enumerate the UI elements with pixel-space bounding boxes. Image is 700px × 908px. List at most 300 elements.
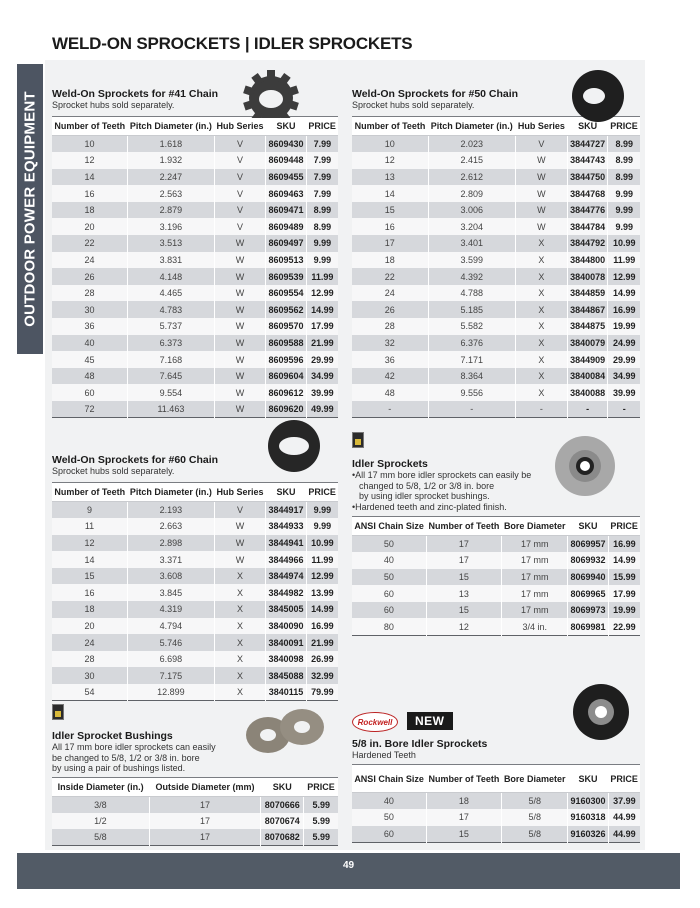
table-cell: 29.99 <box>306 351 338 368</box>
table-cell: 3.401 <box>428 235 515 252</box>
table-row <box>352 793 640 810</box>
table-cell: 8.99 <box>608 136 640 153</box>
table-cell: 7.99 <box>306 185 338 202</box>
table-cell: 5/8 <box>502 826 568 843</box>
table-cell: 5/8 <box>502 809 568 826</box>
table-cell: V <box>515 136 567 153</box>
table-cell: 22 <box>352 268 428 285</box>
table-cell: 8.99 <box>306 202 338 219</box>
table-cell: 7.99 <box>306 169 338 186</box>
table-row <box>352 318 640 335</box>
table-cell: W <box>515 185 567 202</box>
sprocket-gear-image <box>560 66 636 122</box>
power-fist-badge-icon <box>352 432 364 448</box>
table-cell: 2.563 <box>128 185 215 202</box>
table-cell: 26.99 <box>306 651 338 668</box>
table-cell: 3.204 <box>428 218 515 235</box>
table-cell: 60 <box>352 585 426 602</box>
table-cell: 42 <box>352 368 428 385</box>
table-cell: 6.373 <box>128 335 215 352</box>
table-row <box>352 202 640 219</box>
table-cell: W <box>515 218 567 235</box>
table-cell: X <box>515 301 567 318</box>
table-cell: W <box>214 252 265 269</box>
column-header: Hub Series <box>214 117 265 136</box>
table-cell: 8609570 <box>266 318 306 335</box>
table-row <box>52 152 338 169</box>
table-row <box>352 351 640 368</box>
section-title: Idler Sprocket Bushings <box>52 730 173 742</box>
table-cell: 8069965 <box>568 585 608 602</box>
table-cell: W <box>214 535 265 552</box>
table-cell: 3844784 <box>567 218 608 235</box>
table-cell: 3.599 <box>428 252 515 269</box>
table-row <box>52 618 338 635</box>
table-cell: 16.99 <box>608 301 640 318</box>
table-cell: 3840091 <box>266 634 306 651</box>
table-cell: 10.99 <box>306 535 338 552</box>
power-fist-badge-icon <box>52 704 64 720</box>
table-cell: X <box>515 285 567 302</box>
table-row <box>352 335 640 352</box>
table-cell: 17 mm <box>502 602 568 619</box>
table-cell: 3844933 <box>266 518 306 535</box>
table-cell: 7.171 <box>428 351 515 368</box>
table-cell: 50 <box>352 569 426 586</box>
column-header: Number of Teeth <box>426 765 502 793</box>
column-header: SKU <box>567 117 608 136</box>
column-header: Number of Teeth <box>352 117 428 136</box>
table-cell: 39.99 <box>608 384 640 401</box>
table-cell: 24 <box>352 285 428 302</box>
bullet: •Hardened teeth and zinc-plated finish. <box>352 501 507 512</box>
table-cell: 4.794 <box>128 618 215 635</box>
table-cell: 34.99 <box>306 368 338 385</box>
column-header: Number of Teeth <box>52 483 128 502</box>
table-row <box>52 384 338 401</box>
table-cell: 17 <box>426 809 502 826</box>
table-cell: 3.371 <box>128 551 215 568</box>
table-cell: 3.845 <box>128 584 215 601</box>
table-cell: 13 <box>352 169 428 186</box>
table-cell: 18 <box>52 601 128 618</box>
table-cell: 8.99 <box>608 152 640 169</box>
table-cell: 3840078 <box>567 268 608 285</box>
section-chain60 <box>52 454 338 701</box>
side-tab <box>17 64 43 354</box>
table-cell: W <box>214 301 265 318</box>
column-header: ANSI Chain Size <box>352 517 426 536</box>
table-cell: W <box>214 518 265 535</box>
table-cell: 32 <box>352 335 428 352</box>
sprocket-gear-image <box>254 418 334 474</box>
column-header: SKU <box>261 777 304 796</box>
table-row <box>52 235 338 252</box>
table-row <box>52 667 338 684</box>
table-row <box>352 268 640 285</box>
table-row <box>52 185 338 202</box>
table-cell: 24 <box>52 252 128 269</box>
bullet: changed to 5/8, 1/2 or 3/8 in. bore <box>359 480 495 491</box>
table-cell: - <box>608 401 640 418</box>
table-cell: 3844743 <box>567 152 608 169</box>
bore58-table <box>352 764 640 843</box>
column-header: SKU <box>568 517 608 536</box>
table-cell: 8609463 <box>266 185 306 202</box>
table-cell: 28 <box>52 285 128 302</box>
table-cell: 54 <box>52 684 128 701</box>
table-cell: 15 <box>426 826 502 843</box>
table-row <box>352 809 640 826</box>
table-cell: 8609539 <box>266 268 306 285</box>
side-tab-label: OUTDOOR POWER EQUIPMENT <box>21 91 39 327</box>
table-cell: 13 <box>426 585 502 602</box>
table-cell: 8069981 <box>568 618 608 635</box>
table-cell: 39.99 <box>306 384 338 401</box>
table-row <box>352 368 640 385</box>
table-row <box>52 634 338 651</box>
table-row <box>352 285 640 302</box>
column-header: PRICE <box>306 117 338 136</box>
table-cell: 2.663 <box>128 518 215 535</box>
table-cell: 50 <box>352 809 426 826</box>
table-cell: X <box>214 568 265 585</box>
table-cell: 16 <box>52 185 128 202</box>
column-header: Outside Diameter (mm) <box>149 777 260 796</box>
table-cell: W <box>214 551 265 568</box>
table-row <box>352 384 640 401</box>
table-cell: 3845005 <box>266 601 306 618</box>
table-cell: X <box>214 601 265 618</box>
column-header: SKU <box>266 483 306 502</box>
table-cell: 32.99 <box>306 667 338 684</box>
bushings-table <box>52 777 338 847</box>
table-cell: 12 <box>426 618 502 635</box>
column-header: PRICE <box>306 483 338 502</box>
table-row <box>352 185 640 202</box>
bore58-sprocket-image <box>566 682 636 742</box>
table-cell: 34.99 <box>608 368 640 385</box>
column-header: Hub Series <box>515 117 567 136</box>
column-header: Hub Series <box>214 483 265 502</box>
table-cell: 12.99 <box>608 268 640 285</box>
table-cell: 30 <box>52 667 128 684</box>
table-cell: 3844776 <box>567 202 608 219</box>
table-cell: 3844859 <box>567 285 608 302</box>
table-cell: 20 <box>52 618 128 635</box>
table-cell: 3844867 <box>567 301 608 318</box>
table-cell: V <box>214 136 265 153</box>
section-title: Weld-On Sprockets for #60 Chain <box>52 454 219 466</box>
table-cell: - <box>428 401 515 418</box>
table-cell: 17 mm <box>502 585 568 602</box>
table-cell: 9 <box>52 502 128 519</box>
table-cell: 14 <box>52 551 128 568</box>
table-cell: 17 mm <box>502 536 568 553</box>
table-cell: 8609430 <box>266 136 306 153</box>
table-cell: 5.99 <box>304 813 338 830</box>
table-cell: 12.99 <box>306 568 338 585</box>
section-title: 5/8 in. Bore Idler Sprockets <box>352 738 488 750</box>
table-cell: 9.99 <box>608 185 640 202</box>
table-cell: 45 <box>52 351 128 368</box>
table-row <box>352 826 640 843</box>
table-row <box>352 569 640 586</box>
table-cell: X <box>515 335 567 352</box>
table-cell: W <box>214 318 265 335</box>
table-cell: W <box>214 285 265 302</box>
table-cell: 9160318 <box>568 809 608 826</box>
table-cell: 8.364 <box>428 368 515 385</box>
column-header: Number of Teeth <box>426 517 502 536</box>
table-cell: 3844982 <box>266 584 306 601</box>
column-header: PRICE <box>608 765 640 793</box>
table-cell: 8609455 <box>266 169 306 186</box>
table-cell: 21.99 <box>306 335 338 352</box>
table-cell: 13.99 <box>306 584 338 601</box>
table-cell: 16 <box>52 584 128 601</box>
table-row <box>52 368 338 385</box>
table-cell: 3840084 <box>567 368 608 385</box>
table-row <box>352 618 640 635</box>
table-cell: 26 <box>52 268 128 285</box>
table-cell: X <box>214 618 265 635</box>
table-cell: 9.99 <box>306 252 338 269</box>
table-cell: 4.788 <box>428 285 515 302</box>
table-cell: W <box>214 368 265 385</box>
column-header: PRICE <box>608 117 640 136</box>
sprocket-gear-image <box>236 68 306 118</box>
table-cell: 9.556 <box>428 384 515 401</box>
table-cell: V <box>214 185 265 202</box>
table-cell: 6.376 <box>428 335 515 352</box>
section-chain41 <box>52 86 338 418</box>
section-chain50 <box>352 86 640 418</box>
table-row <box>352 552 640 569</box>
table-cell: 2.415 <box>428 152 515 169</box>
table-cell: V <box>214 152 265 169</box>
table-cell: 37.99 <box>608 793 640 810</box>
table-cell: 8070666 <box>261 796 304 813</box>
table-row <box>52 136 338 153</box>
table-row <box>52 335 338 352</box>
table-cell: 12 <box>352 152 428 169</box>
table-cell: 17 <box>149 813 260 830</box>
table-cell: 40 <box>352 552 426 569</box>
section-subtitle: Sprocket hubs sold separately. <box>52 466 175 476</box>
section-body: by using a pair of bushings listed. <box>52 763 186 773</box>
table-cell: X <box>515 318 567 335</box>
table-cell: 8069973 <box>568 602 608 619</box>
table-cell: 8609448 <box>266 152 306 169</box>
column-header: PRICE <box>304 777 338 796</box>
table-row <box>352 169 640 186</box>
table-cell: 50 <box>352 536 426 553</box>
table-cell: 11.99 <box>306 551 338 568</box>
bullet: •All 17 mm bore idler sprockets can easily be <box>352 470 532 480</box>
table-cell: - <box>515 401 567 418</box>
table-row <box>52 584 338 601</box>
table-cell: W <box>214 401 265 418</box>
idler-table <box>352 516 640 636</box>
table-cell: W <box>515 152 567 169</box>
page-number: 49 <box>342 860 355 871</box>
table-row <box>52 518 338 535</box>
table-cell: 3.608 <box>128 568 215 585</box>
table-cell: 3845088 <box>266 667 306 684</box>
table-cell: 3844792 <box>567 235 608 252</box>
table-cell: 8069940 <box>568 569 608 586</box>
table-cell: 7.645 <box>128 368 215 385</box>
table-cell: 3844974 <box>266 568 306 585</box>
table-cell: 12 <box>52 152 128 169</box>
table-cell: 22.99 <box>608 618 640 635</box>
table-cell: 14.99 <box>306 601 338 618</box>
new-badge: NEW <box>407 712 453 730</box>
table-cell: 11.99 <box>608 252 640 269</box>
table-cell: 8.99 <box>608 169 640 186</box>
table-cell: 14.99 <box>608 552 640 569</box>
table-cell: 36 <box>352 351 428 368</box>
table-row <box>352 536 640 553</box>
table-cell: 3.513 <box>128 235 215 252</box>
table-cell: 3/4 in. <box>502 618 568 635</box>
table-cell: 12 <box>52 535 128 552</box>
table-row <box>52 651 338 668</box>
table-row <box>52 202 338 219</box>
table-cell: 15 <box>52 568 128 585</box>
table-cell: 3844750 <box>567 169 608 186</box>
table-cell: 3844941 <box>266 535 306 552</box>
table-cell: 14 <box>52 169 128 186</box>
table-cell: - <box>567 401 608 418</box>
table-cell: 17 <box>426 552 502 569</box>
table-cell: 8069932 <box>568 552 608 569</box>
table-cell: 3/8 <box>52 796 149 813</box>
table-row <box>52 285 338 302</box>
table-cell: 8609489 <box>266 218 306 235</box>
table-cell: 14 <box>352 185 428 202</box>
table-cell: 9160300 <box>568 793 608 810</box>
table-cell: X <box>214 584 265 601</box>
table-cell: W <box>515 169 567 186</box>
table-cell: 7.99 <box>306 152 338 169</box>
table-cell: X <box>515 252 567 269</box>
table-cell: 3844875 <box>567 318 608 335</box>
table-cell: 11 <box>52 518 128 535</box>
column-header: Pitch Diameter (in.) <box>128 117 215 136</box>
table-row <box>52 318 338 335</box>
page-title: WELD-ON SPROCKETS | IDLER SPROCKETS <box>52 34 413 53</box>
table-row <box>352 252 640 269</box>
table-cell: 9.99 <box>608 202 640 219</box>
table-cell: X <box>515 268 567 285</box>
table-cell: 17.99 <box>608 585 640 602</box>
table-cell: 17 <box>149 829 260 846</box>
table-cell: 5.99 <box>304 829 338 846</box>
table-cell: 3.006 <box>428 202 515 219</box>
table-cell: V <box>214 169 265 186</box>
table-cell: X <box>214 667 265 684</box>
table-row <box>52 535 338 552</box>
table-cell: 5.737 <box>128 318 215 335</box>
table-cell: 17 <box>149 796 260 813</box>
chain50-table <box>352 116 640 418</box>
table-cell: 2.612 <box>428 169 515 186</box>
bushings-image <box>240 705 330 755</box>
table-cell: 7.175 <box>128 667 215 684</box>
table-cell: X <box>214 634 265 651</box>
table-cell: 60 <box>52 384 128 401</box>
table-cell: 8.99 <box>306 218 338 235</box>
table-cell: 8609497 <box>266 235 306 252</box>
table-cell: 3844800 <box>567 252 608 269</box>
table-cell: 2.247 <box>128 169 215 186</box>
table-cell: 60 <box>352 826 426 843</box>
table-cell: W <box>214 235 265 252</box>
table-cell: 5.185 <box>428 301 515 318</box>
bullet: by using idler sprocket bushings. <box>359 491 490 501</box>
table-cell: 7.99 <box>306 136 338 153</box>
table-cell: 8609620 <box>266 401 306 418</box>
table-cell: 28 <box>52 651 128 668</box>
table-row <box>52 401 338 418</box>
table-cell: 1.932 <box>128 152 215 169</box>
table-cell: W <box>214 384 265 401</box>
table-cell: 15 <box>426 602 502 619</box>
table-cell: W <box>214 335 265 352</box>
table-cell: 2.023 <box>428 136 515 153</box>
table-cell: 9.99 <box>306 518 338 535</box>
table-cell: 72 <box>52 401 128 418</box>
table-row <box>52 551 338 568</box>
table-row <box>352 401 640 418</box>
table-cell: 24.99 <box>608 335 640 352</box>
table-cell: X <box>515 384 567 401</box>
table-cell: 48 <box>352 384 428 401</box>
table-cell: 3844909 <box>567 351 608 368</box>
table-cell: 44.99 <box>608 809 640 826</box>
table-row <box>52 502 338 519</box>
table-row <box>352 602 640 619</box>
column-header: SKU <box>266 117 306 136</box>
table-cell: 24 <box>52 634 128 651</box>
table-cell: 8609562 <box>266 301 306 318</box>
table-cell: 8609554 <box>266 285 306 302</box>
table-cell: 9160326 <box>568 826 608 843</box>
table-cell: 36 <box>52 318 128 335</box>
table-cell: X <box>214 684 265 701</box>
column-header: Bore Diameter <box>502 517 568 536</box>
rockwell-logo: Rockwell <box>352 712 398 732</box>
table-cell: 1/2 <box>52 813 149 830</box>
table-row <box>52 301 338 318</box>
table-cell: 20 <box>52 218 128 235</box>
table-cell: - <box>352 401 428 418</box>
table-row <box>52 268 338 285</box>
table-cell: 16.99 <box>608 536 640 553</box>
table-cell: 2.809 <box>428 185 515 202</box>
section-subtitle: Sprocket hubs sold separately. <box>352 100 475 110</box>
table-cell: X <box>515 235 567 252</box>
table-cell: 26 <box>352 301 428 318</box>
table-cell: 60 <box>352 602 426 619</box>
chain60-table <box>52 482 338 701</box>
table-cell: 5/8 <box>52 829 149 846</box>
table-row <box>52 813 338 830</box>
table-row <box>352 235 640 252</box>
table-cell: 40 <box>352 793 426 810</box>
